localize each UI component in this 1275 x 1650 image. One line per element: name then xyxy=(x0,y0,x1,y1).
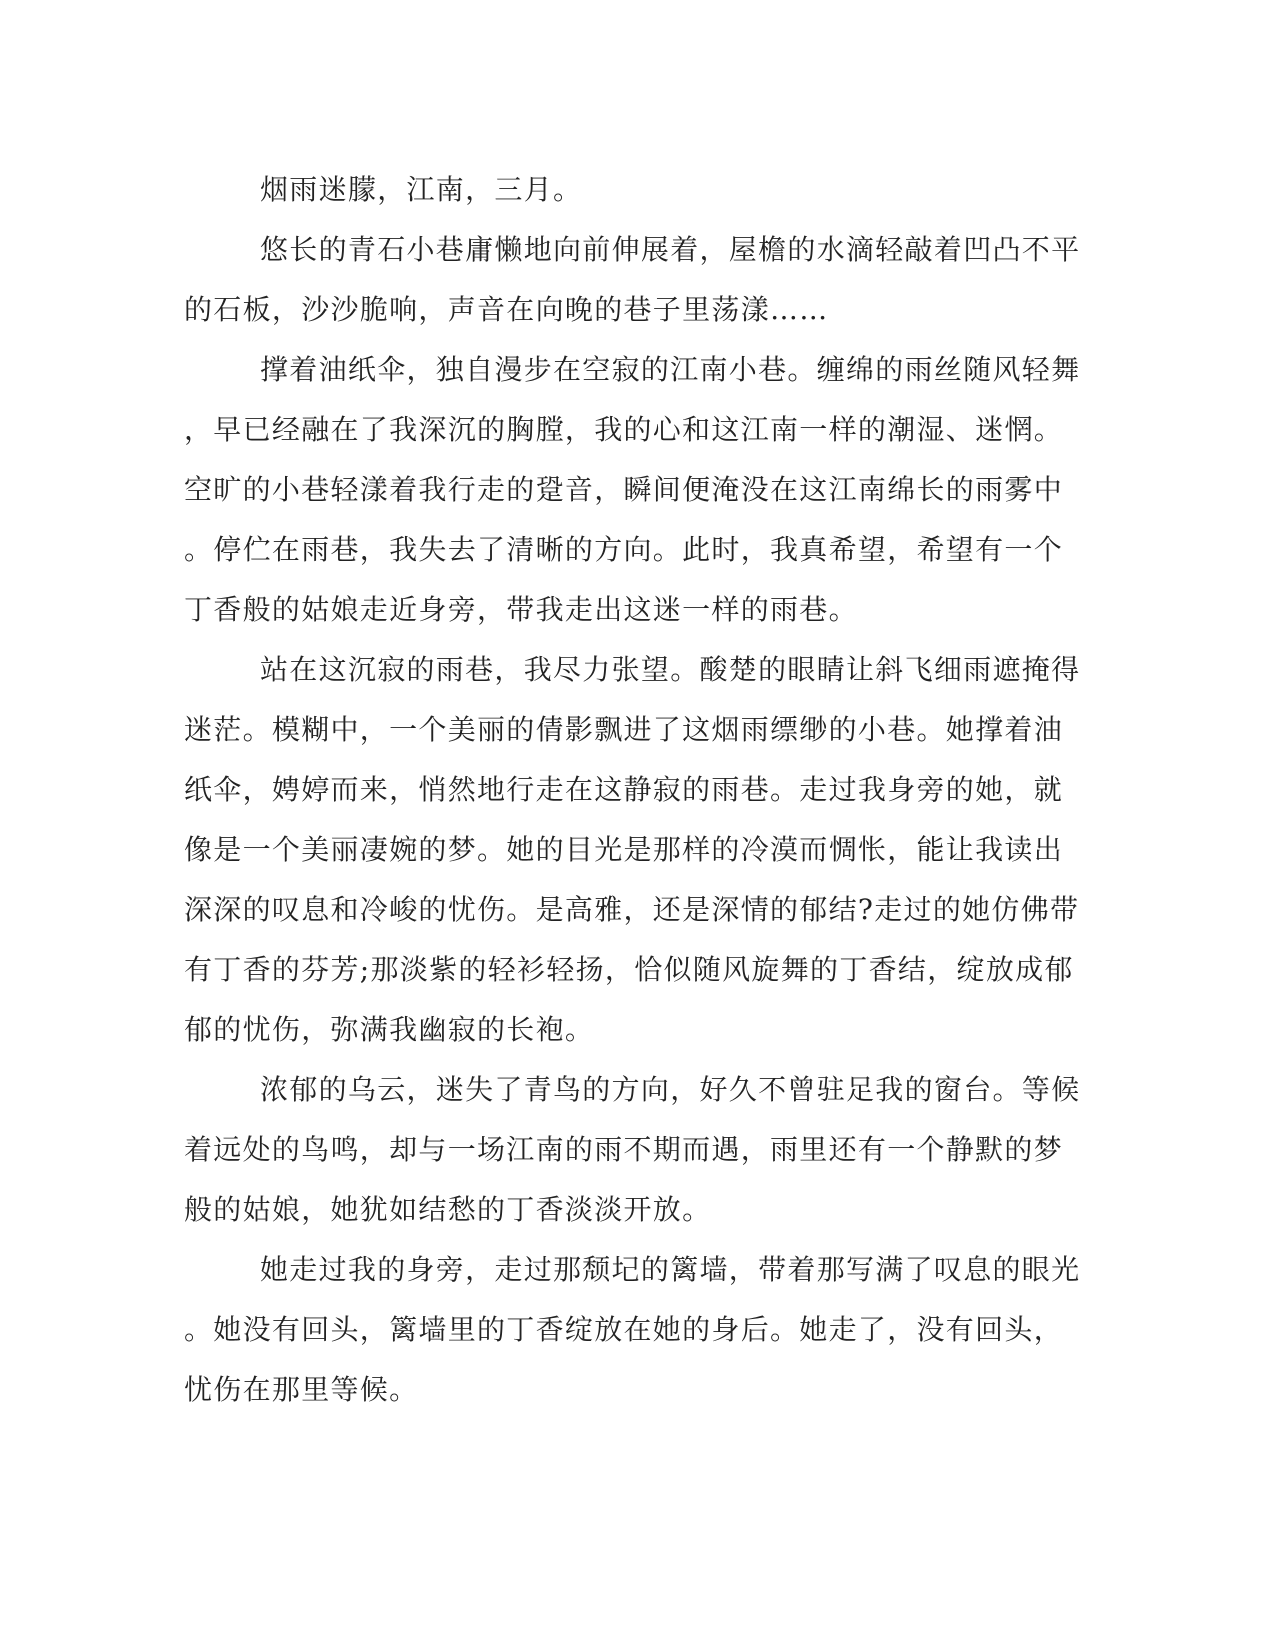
text-line: 。停伫在雨巷，我失去了清晰的方向。此时，我真希望，希望有一个 xyxy=(184,533,1064,566)
text-line: 像是一个美丽凄婉的梦。她的目光是那样的冷漠而惆怅，能让我读出 xyxy=(184,833,1064,866)
paragraph-6 xyxy=(184,1240,1081,1420)
text-line: 。她没有回头，篱墙里的丁香绽放在她的身后。她走了，没有回头， xyxy=(184,1313,1064,1346)
text-line: 忧伤在那里等候。 xyxy=(184,1373,419,1406)
article-body xyxy=(184,160,1081,1420)
text-line: 撑着油纸伞，独自漫步在空寂的江南小巷。缠绵的雨丝随风轻舞 xyxy=(260,353,1081,386)
text-line: ，早已经融在了我深沉的胸膛，我的心和这江南一样的潮湿、迷惘。 xyxy=(184,413,1064,446)
text-line: 着远处的鸟鸣，却与一场江南的雨不期而遇，雨里还有一个静默的梦 xyxy=(184,1133,1064,1166)
paragraph-4 xyxy=(184,640,1081,1060)
text-line: 的石板，沙沙脆响，声音在向晚的巷子里荡漾…… xyxy=(184,293,829,326)
text-line: 她走过我的身旁，走过那颓圮的篱墙，带着那写满了叹息的眼光 xyxy=(260,1253,1081,1286)
text-line: 丁香般的姑娘走近身旁，带我走出这迷一样的雨巷。 xyxy=(184,593,858,626)
text-line: 浓郁的乌云，迷失了青鸟的方向，好久不曾驻足我的窗台。等候 xyxy=(260,1073,1081,1106)
paragraph-1 xyxy=(184,160,1064,220)
text-line: 站在这沉寂的雨巷，我尽力张望。酸楚的眼睛让斜飞细雨遮掩得 xyxy=(260,653,1081,686)
text-line: 深深的叹息和冷峻的忧伤。是高雅，还是深情的郁结?走过的她仿佛带 xyxy=(184,893,1080,926)
paragraph-3 xyxy=(184,340,1081,640)
text-line: 郁的忧伤，弥满我幽寂的长袍。 xyxy=(184,1013,595,1046)
paragraph-2 xyxy=(184,220,1081,340)
paragraph-5 xyxy=(184,1060,1081,1240)
text-line: 烟雨迷朦，江南，三月。 xyxy=(260,173,583,206)
text-line: 纸伞，娉婷而来，悄然地行走在这静寂的雨巷。走过我身旁的她，就 xyxy=(184,773,1064,806)
text-line: 有丁香的芬芳;那淡紫的轻衫轻扬，恰似随风旋舞的丁香结，绽放成郁 xyxy=(184,953,1074,986)
text-line: 悠长的青石小巷庸懒地向前伸展着，屋檐的水滴轻敲着凹凸不平 xyxy=(260,233,1081,266)
text-line: 般的姑娘，她犹如结愁的丁香淡淡开放。 xyxy=(184,1193,712,1226)
text-line: 迷茫。模糊中，一个美丽的倩影飘进了这烟雨缥缈的小巷。她撑着油 xyxy=(184,713,1064,746)
text-line: 空旷的小巷轻漾着我行走的跫音，瞬间便淹没在这江南绵长的雨雾中 xyxy=(184,473,1064,506)
